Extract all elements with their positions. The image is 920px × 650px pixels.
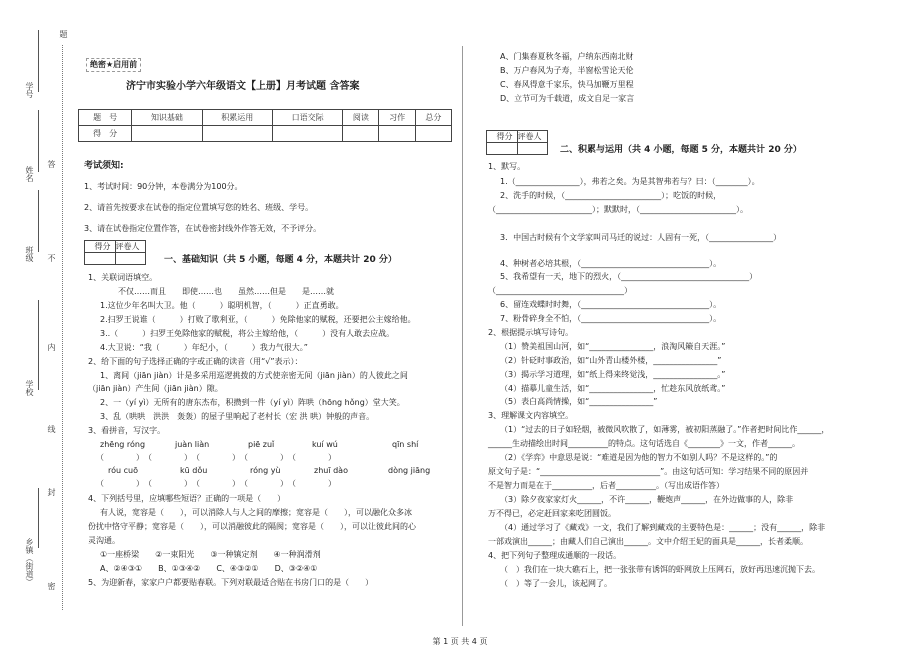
score-header-cell: 知识基础 bbox=[132, 110, 202, 126]
s1-line: 3、乱（哄哄 洪洪 轰轰）的屋子里响起了老村长（宏 洪 哄）钟般的声音。 bbox=[100, 412, 375, 421]
notes-item: 3、请在试卷指定位置作答，在试卷密封线外作答无效，不予评分。 bbox=[84, 224, 322, 233]
s2-line: ______生动描绘出时间__________的特点。这句话选自《________》一文，作者______。 bbox=[488, 439, 800, 448]
s2-line: 一部戏演出______；由藏人们自己演出______。文中介绍王妃的面具是______，长者柔顺。 bbox=[488, 537, 808, 546]
score-input-cell[interactable] bbox=[272, 126, 342, 142]
binding-line-2 bbox=[38, 110, 39, 172]
s2-line: 1.（________________），弗若之矣。为是其智弗若与？曰：（________）。 bbox=[500, 177, 760, 186]
score-table bbox=[78, 109, 452, 142]
grader-box-grader-input[interactable] bbox=[116, 253, 140, 264]
s2-line: （4）通过学习了《藏戏》一文，我们了解到藏戏的主要特色是：______；没有______，除非 bbox=[500, 523, 826, 532]
binding-line-5 bbox=[38, 488, 39, 548]
score-header-cell: 阅读 bbox=[343, 110, 379, 126]
s1-line: 份扰中恪守平静；宽容是（ ），可以消融彼此的隔阂；宽容是（ ），可以让彼此间的心 bbox=[88, 522, 416, 531]
seal-mark-6: 密 bbox=[47, 582, 56, 590]
s2-line: （ ）我们在一块大礁石上，把一张张带有诱饵的虾网放上压网石，放好再迅速沉抛下去。 bbox=[500, 565, 820, 574]
grader-box-2 bbox=[486, 130, 548, 155]
s2-line: 5、我希望有一天，地下的烈火，（________________________________） bbox=[500, 272, 758, 281]
s1-line: 3..（ ）扫罗王免除他家的赋税，将公主嫁给他，（ ）没有人敢去应战。 bbox=[100, 329, 395, 338]
s2-line: 3．中国古时候有个文学家叫司马迁的说过：人固有一死，（________________） bbox=[500, 233, 782, 242]
pinyin-4: kuí wú bbox=[312, 440, 338, 449]
s1-line: （jiān jiàn）产生间（jiān jiàn）隙。 bbox=[88, 384, 223, 393]
s1-line: A、②④③① B、①③④② C、④③②① D、③②④① bbox=[100, 564, 318, 573]
page-footer: 第 1 页 共 4 页 bbox=[432, 637, 488, 646]
pinyin-7: kū dǒu bbox=[180, 466, 208, 475]
s2-line: 2、洗手的时候，（________________________）；吃饭的时候， bbox=[500, 191, 722, 200]
seal-mark-1: 答 bbox=[47, 160, 56, 168]
pinyin-5: qīn shí bbox=[392, 440, 419, 449]
score-input-cell[interactable] bbox=[132, 126, 202, 142]
hanzi-blanks-row-2[interactable]: （ ） （ ） （ ） （ ） （ ） bbox=[96, 479, 336, 488]
s1-line: ①一座桥梁 ②一束阳光 ③一种镇定剂 ④一种润滑剂 bbox=[100, 550, 321, 559]
s2-line: 7、粉骨碎身全不怕，（________________________________）。 bbox=[500, 314, 722, 323]
score-input-cell[interactable] bbox=[343, 126, 379, 142]
section1-title: 一、基础知识（共 5 小题，每题 4 分，本题共计 20 分） bbox=[164, 255, 397, 265]
notes-heading: 考试须知: bbox=[84, 161, 124, 171]
pinyin-1: zhēng róng bbox=[100, 440, 146, 449]
pinyin-6: róu cuō bbox=[108, 466, 138, 475]
hanzi-blanks-row-1[interactable]: （ ） （ ） （ ） （ ） （ ） bbox=[96, 453, 336, 462]
s2-line: （________________________________） bbox=[488, 286, 632, 295]
s1-line: 4.大卫说：“我（ ）年纪小，（ ）我力气很大。” bbox=[100, 343, 308, 352]
s2-line: 6、留连戏蝶时时舞，（________________________________）。 bbox=[500, 300, 722, 309]
s2-line: （3）揭示学习道理，如“纸上得来终觉浅，________________。” bbox=[500, 370, 726, 379]
pinyin-10: dòng jiāng bbox=[388, 466, 431, 475]
s2-line: 1、默写。 bbox=[488, 162, 526, 171]
score-table-score-row bbox=[79, 126, 452, 142]
s1-line: 1.这位少年名叫大卫。他（ ）聪明机智，（ ）正直勇敢。 bbox=[100, 301, 344, 310]
binding-label-school: 学校 bbox=[25, 380, 34, 396]
s1-line: 不仅……而且 即使……也 虽然……但是 是……就 bbox=[118, 287, 334, 296]
s1-line: 2、一（yí yì）无所有的唐东杰布，积攒到一件（yí yì）阵哄（hōng hǒng）堂大笑。 bbox=[100, 398, 405, 407]
notes-item: 2、请首先按要求在试卷的指定位置填写您的姓名、班级、学号。 bbox=[84, 203, 314, 212]
pinyin-2: juàn liàn bbox=[175, 440, 210, 449]
s2-line: （1）赞美祖国山河，如“________________，浪淘风簸自天涯。” bbox=[500, 342, 726, 351]
score-header-cell: 积累运用 bbox=[202, 110, 272, 126]
s2-line: （5）表白高尚情操，如“________________” bbox=[500, 397, 658, 406]
s1-line: 1、关联词语填空。 bbox=[88, 273, 158, 282]
section2-title: 二、积累与运用（共 4 小题，每题 5 分，本题共计 20 分） bbox=[560, 145, 802, 155]
s2-line: 原文句子是：“______________________________”。由这句话可知：学习结果不同的原因并 bbox=[488, 467, 809, 476]
s2-line: 不是智力而是在于__________，后者__________。（写出成语作答） bbox=[488, 481, 724, 490]
binding-label-township: 乡镇（街道） bbox=[25, 538, 34, 586]
option-a: A、门集春夏秋冬福，户纳东西南北财 bbox=[500, 52, 634, 61]
score-input-cell[interactable] bbox=[415, 126, 451, 142]
secret-tag: 绝密★启用前 bbox=[86, 58, 141, 72]
page-title: 济宁市实验小学六年级语文【上册】月考试题 含答案 bbox=[126, 81, 360, 92]
s2-line: 4、把下列句子整理成通顺的一段话。 bbox=[488, 551, 622, 560]
binding-mark-top: 题 bbox=[59, 30, 68, 38]
s2-line: （4）描摹儿童生活，如“________________，忙趁东风放纸鸢。” bbox=[500, 384, 726, 393]
s2-line: （ ）等了一会儿，该起网了。 bbox=[500, 579, 612, 588]
seal-mark-3: 内 bbox=[47, 343, 56, 351]
binding-line-1 bbox=[38, 30, 39, 92]
score-table-header-row bbox=[79, 110, 452, 126]
grader-box-grader-label: 评卷人 bbox=[517, 132, 542, 141]
option-b: B、万户春风为子寿，半窗松雪论天伦 bbox=[500, 66, 634, 75]
grader-box-score-label: 得分 bbox=[493, 131, 518, 142]
grader-box-1 bbox=[84, 240, 146, 265]
s2-line: 2、根据提示填写诗句。 bbox=[488, 328, 574, 337]
grader-box-score-input[interactable] bbox=[91, 253, 116, 264]
seal-dotted-line bbox=[62, 45, 63, 610]
s1-line: 有人说，宽容是（ ），可以消除人与人之间的摩擦；宽容是（ ），可以融化众多冰 bbox=[100, 508, 412, 517]
grader-box-grader-input[interactable] bbox=[518, 143, 542, 154]
s2-line: （________________________）；默默时，（________________________）。 bbox=[488, 205, 748, 214]
s1-line: 灵沟通。 bbox=[88, 536, 120, 545]
column-divider bbox=[462, 46, 463, 626]
binding-label-name: 姓名 bbox=[25, 166, 34, 182]
binding-line-3 bbox=[38, 190, 39, 252]
score-header-cell: 总分 bbox=[415, 110, 451, 126]
s1-line: 3、看拼音，写汉字。 bbox=[88, 426, 166, 435]
grader-box-score-label: 得分 bbox=[91, 241, 116, 252]
score-input-cell[interactable] bbox=[379, 126, 415, 142]
score-header-cell: 习作 bbox=[379, 110, 415, 126]
pinyin-3: piē zuǐ bbox=[248, 440, 275, 449]
s2-line: （3）除夕夜家家灯火______，不许______，鞭炮声______，在外边做事的人，除非 bbox=[500, 495, 794, 504]
s2-line: 万不得已，必定赶回家来吃团圆饭。 bbox=[488, 509, 616, 518]
s1-line: 2、给下面的句子选择正确的字或正确的读音（用“√”表示）： bbox=[88, 357, 303, 366]
grader-box-grader-label: 评卷人 bbox=[115, 242, 140, 251]
binding-label-student-id: 学号 bbox=[25, 82, 34, 98]
s1-line: 2.扫罗王说谁（ ）打败了歌利亚，（ ）免除他家的赋税，还要把公主嫁给他。 bbox=[100, 315, 416, 324]
pinyin-8: róng yù bbox=[250, 466, 281, 475]
s2-line: （2）针砭时事政治，如“山外青山楼外楼，________________” bbox=[500, 356, 722, 365]
s2-line: （2）《学弈》中意思是说：“难道是因为他的智力不如别人吗？不是这样的。”的 bbox=[500, 453, 778, 462]
binding-label-class: 班级 bbox=[25, 246, 34, 262]
s2-line: 4、种树者必培其根，（________________________________）。 bbox=[500, 259, 722, 268]
seal-mark-5: 封 bbox=[47, 488, 56, 496]
score-header-cell: 口语交际 bbox=[272, 110, 342, 126]
score-input-cell[interactable] bbox=[202, 126, 272, 142]
option-c: C、春风得意千家乐，快马加鞭万里程 bbox=[500, 80, 634, 89]
s1-line: 1、离间（jiān jiàn）计是多采用巡逻挑拨的方式使亲密无间（jiān jiàn）的人彼此之间 bbox=[100, 371, 408, 380]
notes-item: 1、考试时间：90分钟，本卷满分为100分。 bbox=[84, 182, 243, 191]
seal-mark-4: 线 bbox=[47, 425, 56, 433]
seal-mark-2: 不 bbox=[47, 254, 56, 262]
s2-line: （1）“过去的日子如轻烟，被微风吹散了，如薄雾，被初阳蒸融了。”作者把时间比作______， bbox=[500, 425, 830, 434]
score-row-label: 得 分 bbox=[79, 126, 132, 142]
binding-line-4 bbox=[38, 300, 39, 390]
s1-line: 5、为迎新春，家家户户都要贴春联。下列对联最适合贴在书房门口的是（ ） bbox=[88, 578, 374, 587]
score-header-cell: 题 号 bbox=[79, 110, 132, 126]
pinyin-9: zhuī dào bbox=[314, 466, 348, 475]
grader-box-score-input[interactable] bbox=[493, 143, 518, 154]
s1-line: 4、下列括号里，应填哪些短语？正确的一项是（ ） bbox=[88, 494, 286, 503]
s2-line: 3、理解课文内容填空。 bbox=[488, 411, 574, 420]
option-d: D、立节可为千载道，成文自足一家言 bbox=[500, 94, 635, 103]
